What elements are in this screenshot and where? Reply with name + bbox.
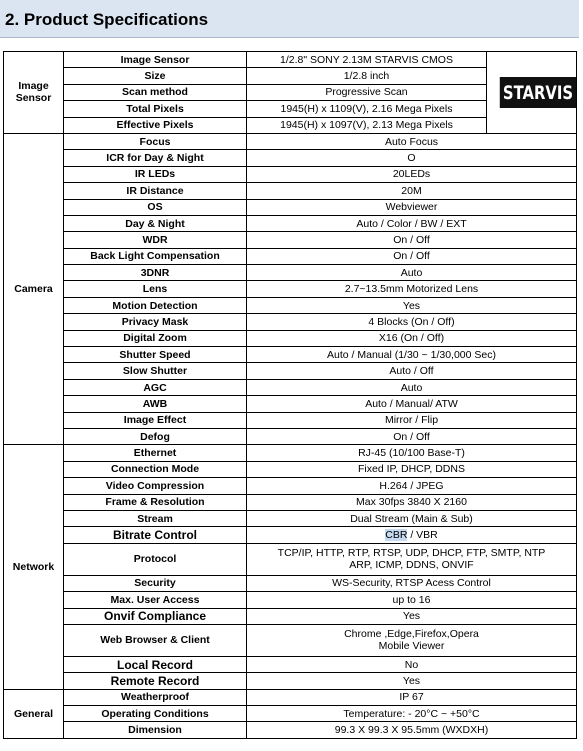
spec-row: [4, 133, 577, 149]
spec-label: Focus: [64, 133, 247, 149]
spec-value: IP 67: [247, 689, 577, 705]
spec-row: [4, 428, 577, 444]
category-label: Network: [12, 561, 55, 574]
spec-value-line: ARP, ICMP, DDNS, ONVIF: [349, 559, 474, 572]
spec-label: Bitrate Control: [64, 527, 247, 543]
spec-value: up to 16: [247, 592, 577, 608]
spec-value: Temperature: - 20°C ~ +50°C: [247, 706, 577, 722]
spec-row: [4, 445, 577, 461]
spec-label: Effective Pixels: [64, 117, 247, 133]
spec-row: [4, 363, 577, 379]
spec-row: [4, 248, 577, 264]
spec-row: [4, 265, 577, 281]
spec-row: [4, 510, 577, 526]
spec-value: Yes: [247, 673, 577, 689]
starvis-logo: STARVIS: [500, 77, 576, 108]
spec-row: [4, 478, 577, 494]
spec-label: Motion Detection: [64, 297, 247, 313]
spec-label: Back Light Compensation: [64, 248, 247, 264]
spec-value: 20LEDs: [247, 166, 577, 182]
spec-row: [4, 412, 577, 428]
spec-label: Digital Zoom: [64, 330, 247, 346]
spec-row: [4, 215, 577, 231]
spec-label: Dimension: [64, 722, 247, 738]
spec-row: [4, 379, 577, 395]
category-label: Image: [18, 80, 49, 93]
spec-row: [4, 543, 577, 575]
spec-row: [4, 396, 577, 412]
spec-value: Auto: [247, 379, 577, 395]
spec-value: 99.3 X 99.3 X 95.5mm (WXDXH): [247, 722, 577, 738]
spec-label: Day & Night: [64, 215, 247, 231]
category-label: Sensor: [15, 92, 52, 105]
spec-value: Auto / Off: [247, 363, 577, 379]
spec-row: [4, 608, 577, 624]
spec-value: Auto: [247, 265, 577, 281]
spec-value: O: [247, 150, 577, 166]
spec-label: Frame & Resolution: [64, 494, 247, 510]
spec-label: Operating Conditions: [64, 706, 247, 722]
spec-label: Protocol: [64, 543, 247, 575]
spec-label: Defog: [64, 428, 247, 444]
spec-row: [4, 199, 577, 215]
spec-label: Web Browser & Client: [64, 624, 247, 656]
spec-value: Auto / Color / BW / EXT: [247, 215, 577, 231]
spec-value: 1/2.8 inch: [247, 68, 487, 84]
spec-row: [4, 183, 577, 199]
spec-label: Image Sensor: [64, 52, 247, 68]
spec-label: Total Pixels: [64, 101, 247, 117]
spec-value: [247, 624, 577, 656]
spec-row: [4, 575, 577, 591]
highlighted-text: CBR: [385, 529, 408, 542]
spec-value: Auto / Manual/ ATW: [247, 396, 577, 412]
spec-row: [4, 314, 577, 330]
spec-label: AGC: [64, 379, 247, 395]
spec-row: [4, 166, 577, 182]
spec-value-line: Mobile Viewer: [378, 640, 445, 653]
spec-row: [4, 656, 577, 672]
spec-row: [4, 52, 577, 68]
spec-label: Onvif Compliance: [64, 608, 247, 624]
spec-row: [4, 689, 577, 705]
spec-value: No: [247, 656, 577, 672]
spec-label: IR Distance: [64, 183, 247, 199]
category-cell: [4, 133, 64, 444]
spec-row: [4, 673, 577, 689]
spec-value: 1945(H) x 1109(V), 2.16 Mega Pixels: [247, 101, 487, 117]
spec-label: Remote Record: [64, 673, 247, 689]
spec-value: RJ-45 (10/100 Base-T): [247, 445, 577, 461]
spec-label: Lens: [64, 281, 247, 297]
spec-row: [4, 722, 577, 738]
spec-row: [4, 232, 577, 248]
spec-value: Mirror / Flip: [247, 412, 577, 428]
spec-label: AWB: [64, 396, 247, 412]
spec-row: [4, 527, 577, 543]
spec-value: On / Off: [247, 428, 577, 444]
spec-label: Local Record: [64, 656, 247, 672]
section-header: [0, 0, 579, 38]
category-cell: [4, 445, 64, 689]
spec-row: [4, 150, 577, 166]
spec-value: Auto Focus: [247, 133, 577, 149]
spec-value: Dual Stream (Main & Sub): [247, 510, 577, 526]
spec-label: ICR for Day & Night: [64, 150, 247, 166]
category-cell: [4, 689, 64, 738]
spec-label: Size: [64, 68, 247, 84]
spec-label: 3DNR: [64, 265, 247, 281]
category-cell: [4, 52, 64, 134]
spec-row: [4, 494, 577, 510]
spec-label: IR LEDs: [64, 166, 247, 182]
spec-table: [3, 51, 577, 739]
spec-label: Image Effect: [64, 412, 247, 428]
spec-label: Ethernet: [64, 445, 247, 461]
spec-value: Max 30fps 3840 X 2160: [247, 494, 577, 510]
spec-row: [4, 297, 577, 313]
spec-row: [4, 281, 577, 297]
spec-value: Yes: [247, 608, 577, 624]
spec-value: Auto / Manual (1/30 ~ 1/30,000 Sec): [247, 347, 577, 363]
spec-row: [4, 330, 577, 346]
category-label: General: [13, 707, 54, 720]
category-label: Camera: [14, 283, 53, 296]
spec-row: [4, 624, 577, 656]
spec-value: H.264 / JPEG: [247, 478, 577, 494]
spec-label: Stream: [64, 510, 247, 526]
spec-label: Slow Shutter: [64, 363, 247, 379]
logo-cell: [487, 52, 577, 134]
spec-label: Scan method: [64, 84, 247, 100]
spec-value: On / Off: [247, 232, 577, 248]
spec-row: [4, 706, 577, 722]
spec-value: Webviewer: [247, 199, 577, 215]
spec-value-line: TCP/IP, HTTP, RTP, RTSP, UDP, DHCP, FTP, SMTP, NTP: [277, 547, 546, 560]
spec-value: 2.7~13.5mm Motorized Lens: [247, 281, 577, 297]
spec-label: WDR: [64, 232, 247, 248]
spec-value: [247, 527, 577, 543]
spec-row: [4, 592, 577, 608]
section-title: 2. Product Specifications: [5, 10, 209, 29]
spec-row: [4, 347, 577, 363]
spec-value: 1945(H) x 1097(V), 2.13 Mega Pixels: [247, 117, 487, 133]
spec-label: Shutter Speed: [64, 347, 247, 363]
spec-value: Fixed IP, DHCP, DDNS: [247, 461, 577, 477]
spec-value: WS-Security, RTSP Acess Control: [247, 575, 577, 591]
spec-value: [247, 543, 577, 575]
spec-label: Weatherproof: [64, 689, 247, 705]
spec-value-part: / VBR: [407, 529, 438, 542]
spec-label: Video Compression: [64, 478, 247, 494]
spec-label: Connection Mode: [64, 461, 247, 477]
spec-value: Yes: [247, 297, 577, 313]
spec-row: [4, 461, 577, 477]
spec-label: Privacy Mask: [64, 314, 247, 330]
spec-label: Max. User Access: [64, 592, 247, 608]
spec-value: X16 (On / Off): [247, 330, 577, 346]
spec-value: 4 Blocks (On / Off): [247, 314, 577, 330]
spec-label: Security: [64, 575, 247, 591]
spec-value: 1/2.8" SONY 2.13M STARVIS CMOS: [247, 52, 487, 68]
spec-value: Progressive Scan: [247, 84, 487, 100]
spec-value-line: Chrome ,Edge,Firefox,Opera: [344, 628, 479, 641]
spec-value: 20M: [247, 183, 577, 199]
spec-label: OS: [64, 199, 247, 215]
spec-value: On / Off: [247, 248, 577, 264]
